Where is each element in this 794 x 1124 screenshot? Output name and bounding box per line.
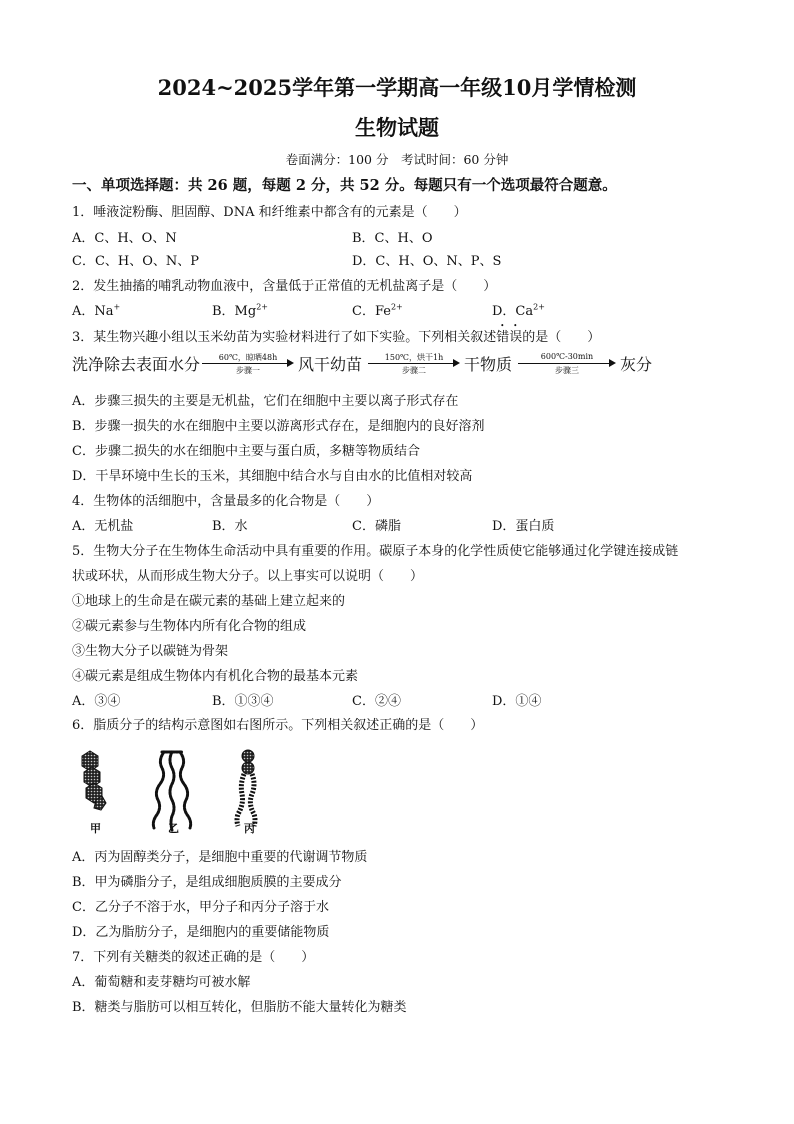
q6-option-c: C．乙分子不溶于水，甲分子和丙分子溶于水 (72, 900, 329, 915)
steroid-molecule-jia (82, 751, 106, 810)
q3-option-c: C．步骤二损失的水在细胞中主要与蛋白质，多糖等物质结合 (72, 444, 420, 459)
figure-label-jia: 甲 (90, 822, 101, 835)
q1-option-b: B．C、H、O (352, 231, 433, 246)
q3-stem: 3．某生物兴趣小组以玉米幼苗为实验材料进行了如下实验。下列相关叙述错误的是（ ） (72, 330, 601, 345)
figure-label-bing: 丙 (244, 822, 255, 835)
q3-flow-diagram (72, 348, 722, 378)
flow-arrow-step1: 60℃，晾晒48h 步骤一 (202, 352, 294, 374)
fat-molecule-yi (153, 752, 190, 830)
q2-option-b: B．$Mg^{2+}$ (212, 302, 268, 319)
q6-option-b: B．甲为磷脂分子，是组成细胞质膜的主要成分 (72, 875, 342, 890)
q7-option-a: A．葡萄糖和麦芽糖均可被水解 (72, 975, 251, 990)
q3-option-b: B．步骤一损失的水在细胞中主要以游离形式存在，是细胞内的良好溶剂 (72, 419, 485, 434)
q4-stem: 4．生物体的活细胞中，含量最多的化合物是（ ） (72, 494, 380, 509)
q1-option-c: C．C、H、O、N、P (72, 254, 200, 269)
q6-option-a: A．丙为固醇类分子，是细胞中重要的代谢调节物质 (72, 850, 368, 865)
q1-stem: 1．唾液淀粉酶、胆固醇、DNA 和纤维素中都含有的元素是（ ） (72, 205, 467, 220)
q2-option-c: C．$Fe^{2+}$ (352, 302, 403, 319)
exam-title: 2024~2025学年第一学期高一年级10月学情检测 (157, 75, 637, 100)
q2-option-a: A．Na+ (72, 302, 121, 319)
q5-statement-1: ①地球上的生命是在碳元素的基础上建立起来的 (72, 594, 346, 609)
q4-option-c: C．磷脂 (352, 519, 401, 534)
q5-statement-3: ③生物大分子以碳链为骨架 (72, 644, 229, 659)
flow-stage-ash: 灰分 (620, 355, 653, 374)
q5-option-c: C．②④ (352, 694, 401, 709)
q5-stem-line2: 状或环状，从而形成生物大分子。以上事实可以说明（ ） (72, 569, 424, 584)
flow-arrow-step3: 600℃-30min 步骤三 (518, 352, 616, 374)
q1-option-d: D．C、H、O、N、P、S (352, 254, 502, 269)
q5-statement-4: ④碳元素是组成生物体内有机化合物的最基本元素 (72, 669, 359, 684)
q7-stem: 7．下列有关糖类的叙述正确的是（ ） (72, 950, 315, 965)
exam-meta: 卷面满分：100 分 考试时间：60 分钟 (285, 152, 509, 167)
q3-option-a: A．步骤三损失的主要是无机盐，它们在细胞中主要以离子形式存在 (72, 394, 459, 409)
q1-option-a: A．C、H、O、N (72, 231, 177, 246)
section-heading: 一、单项选择题：共 26 题，每题 2 分，共 52 分。每题只有一个选项最符合题意。 (72, 177, 617, 194)
q5-stem-line1: 5．生物大分子在生物体生命活动中具有重要的作用。碳原子本身的化学性质使它能够通过化学键连接成链 (72, 544, 679, 559)
exam-subject: 生物试题 (355, 115, 439, 140)
q5-option-d: D．①④ (492, 694, 542, 709)
flow-arrow-step2: 150℃，烘干1h 步骤二 (368, 352, 460, 374)
q6-stem: 6．脂质分子的结构示意图如右图所示。下列相关叙述正确的是（ ） (72, 718, 484, 733)
q6-option-d: D．乙为脂肪分子，是细胞内的重要储能物质 (72, 925, 330, 940)
q5-option-b: B．①③④ (212, 694, 274, 709)
q4-option-a: A．无机盐 (72, 519, 134, 534)
figure-label-yi: 乙 (168, 822, 179, 835)
q3-option-d: D．干旱环境中生长的玉米，其细胞中结合水与自由水的比值相对较高 (72, 469, 473, 484)
q2-stem: 2．发生抽搐的哺乳动物血液中，含量低于正常值的无机盐离子是（ ） (72, 279, 497, 294)
q4-option-d: D．蛋白质 (492, 519, 555, 534)
q5-option-a: A．③④ (72, 694, 121, 709)
flow-stage-wash: 洗净除去表面水分 (72, 355, 201, 374)
flow-stage-dried-seedling: 风干幼苗 (298, 355, 363, 374)
q4-option-b: B．水 (212, 519, 248, 534)
q5-statement-2: ②碳元素参与生物体内所有化合物的组成 (72, 619, 307, 634)
phospholipid-molecule-bing (237, 750, 255, 826)
q7-option-b: B．糖类与脂肪可以相互转化，但脂肪不能大量转化为糖类 (72, 1000, 407, 1015)
q2-option-d: D．$Ca^{2+}$ (492, 302, 545, 319)
flow-stage-dry-matter: 干物质 (464, 355, 513, 374)
